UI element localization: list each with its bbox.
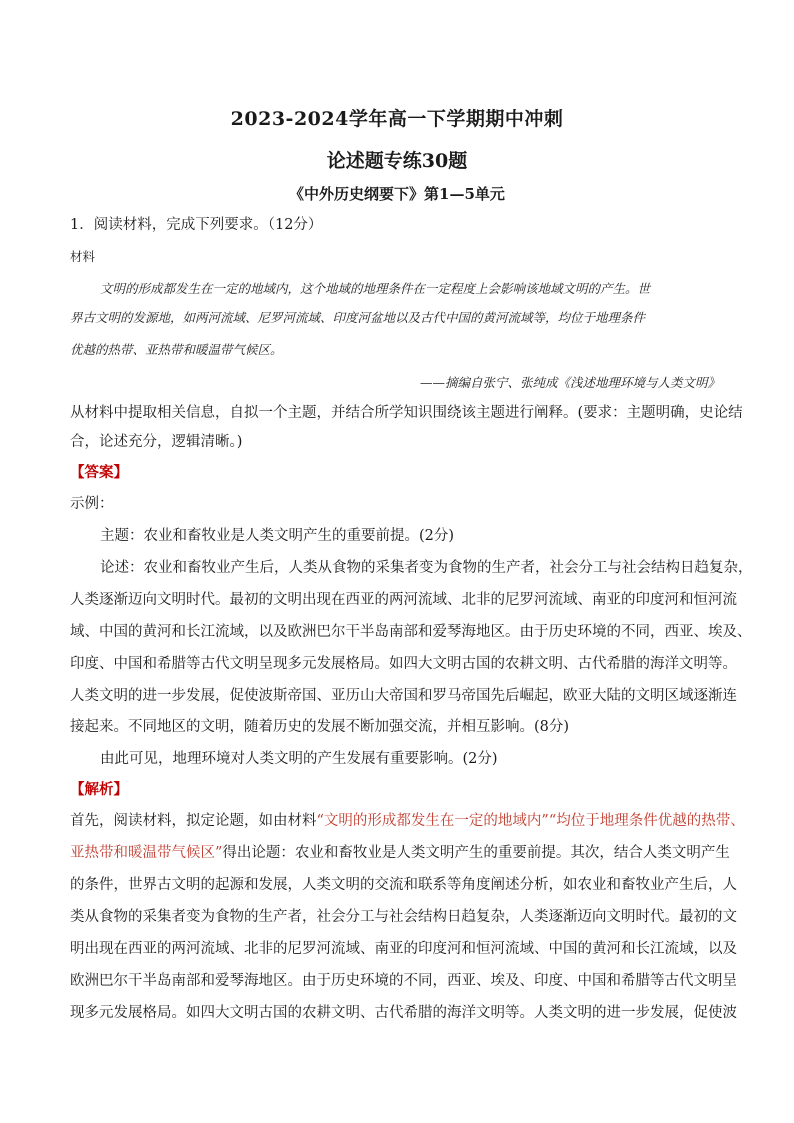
answer-argument-line: 域、中国的黄河和长江流域，以及欧洲巴尔干半岛南部和爱琴海地区。由于历史环境的不同，西亚、埃及、 <box>70 624 752 640</box>
material-line: 优越的热带、亚热带和暖温带气候区。 <box>70 342 283 357</box>
analysis-line: 的条件，世界古文明的起源和发展，人类文明的交流和联系等角度阐述分析，如农业和畜牧业产生后，人 <box>70 877 737 893</box>
scope-heading: 《中外历史纲要下》第1—5单元 <box>289 185 505 203</box>
analysis-line: 现多元发展格局。如四大文明古国的农耕文明、古代希腊的海洋文明等。人类文明的进一步发展，促使波 <box>70 1005 737 1021</box>
question-stem: 1．阅读材料，完成下列要求。（12分） <box>70 217 323 233</box>
analysis-line: 类从食物的采集者变为食物的生产者，社会分工与社会结构日趋复杂，人类逐渐迈向文明时代。最初的文 <box>70 909 737 925</box>
answer-theme: 主题：农业和畜牧业是人类文明产生的重要前提。(2分) <box>100 528 455 544</box>
analysis-line: 欧洲巴尔干半岛南部和爱琴海地区。由于历史环境的不同，西亚、埃及、印度、中国和希腊等古代文明呈 <box>70 973 737 989</box>
analysis-text: 得出论题：农业和畜牧业是人类文明产生的重要前提。其次，结合人类文明产生 <box>222 845 730 861</box>
material-line: 界古文明的发源地，如两河流域、尼罗河流域、印度河盆地以及古代中国的黄河流域等，均位于地理条件 <box>70 310 646 325</box>
analysis-quote: 亚热带和暖温带气候区” <box>70 845 223 861</box>
answer-argument-line: 论述：农业和畜牧业产生后，人类从食物的采集者变为食物的生产者，社会分工与社会结构日趋复杂， <box>100 560 753 576</box>
answer-argument-line: 人类逐渐迈向文明时代。最初的文明出现在西亚的两河流域、北非的尼罗河流域、南亚的印度河和恒河流 <box>70 592 737 608</box>
answer-example: 示例： <box>70 496 114 512</box>
analysis-quote: “文明的形成都发生在一定的地域内” <box>316 813 549 829</box>
answer-argument-line: 接起来。不同地区的文明，随着历史的发展不断加强交流，并相互影响。(8分) <box>70 719 570 735</box>
answer-argument-line: 印度、中国和希腊等古代文明呈现多元发展格局。如四大文明古国的农耕文明、古代希腊的海洋文明等。 <box>70 656 737 672</box>
material-label: 材料 <box>70 249 96 264</box>
analysis-label: 【解析】 <box>70 781 128 798</box>
requirement-line: 从材料中提取相关信息，自拟一个主题，并结合所学知识围绕该主题进行阐释。(要求：主题明确，史论结 <box>70 405 743 421</box>
answer-argument-line: 人类文明的进一步发展，促使波斯帝国、亚历山大帝国和罗马帝国先后崛起，欧亚大陆的文明区域逐渐连 <box>70 688 737 704</box>
answer-conclusion: 由此可见，地理环境对人类文明的产生发展有重要影响。(2分) <box>100 751 498 767</box>
analysis-text: 首先，阅读材料，拟定论题，如由材料 <box>70 813 317 829</box>
material-source: ——摘编自张宁、张纯成《浅述地理环境与人类文明》 <box>419 375 720 390</box>
analysis-line <box>70 843 730 863</box>
analysis-line: 明出现在西亚的两河流域、北非的尼罗河流域、南亚的印度河和恒河流域、中国的黄河和长江流域，以及 <box>70 941 737 957</box>
analysis-line <box>70 811 745 831</box>
page-subtitle: 论述题专练30题 <box>326 150 468 172</box>
requirement-line: 合，论述充分，逻辑清晰。) <box>70 434 243 450</box>
analysis-quote: “均位于地理条件优越的热带、 <box>548 813 745 829</box>
material-line: 文明的形成都发生在一定的地域内，这个地域的地理条件在一定程度上会影响该地域文明的产生。世 <box>100 281 651 296</box>
page-title: 2023-2024学年高一下学期期中冲刺 <box>230 108 564 130</box>
answer-label: 【答案】 <box>70 464 128 481</box>
